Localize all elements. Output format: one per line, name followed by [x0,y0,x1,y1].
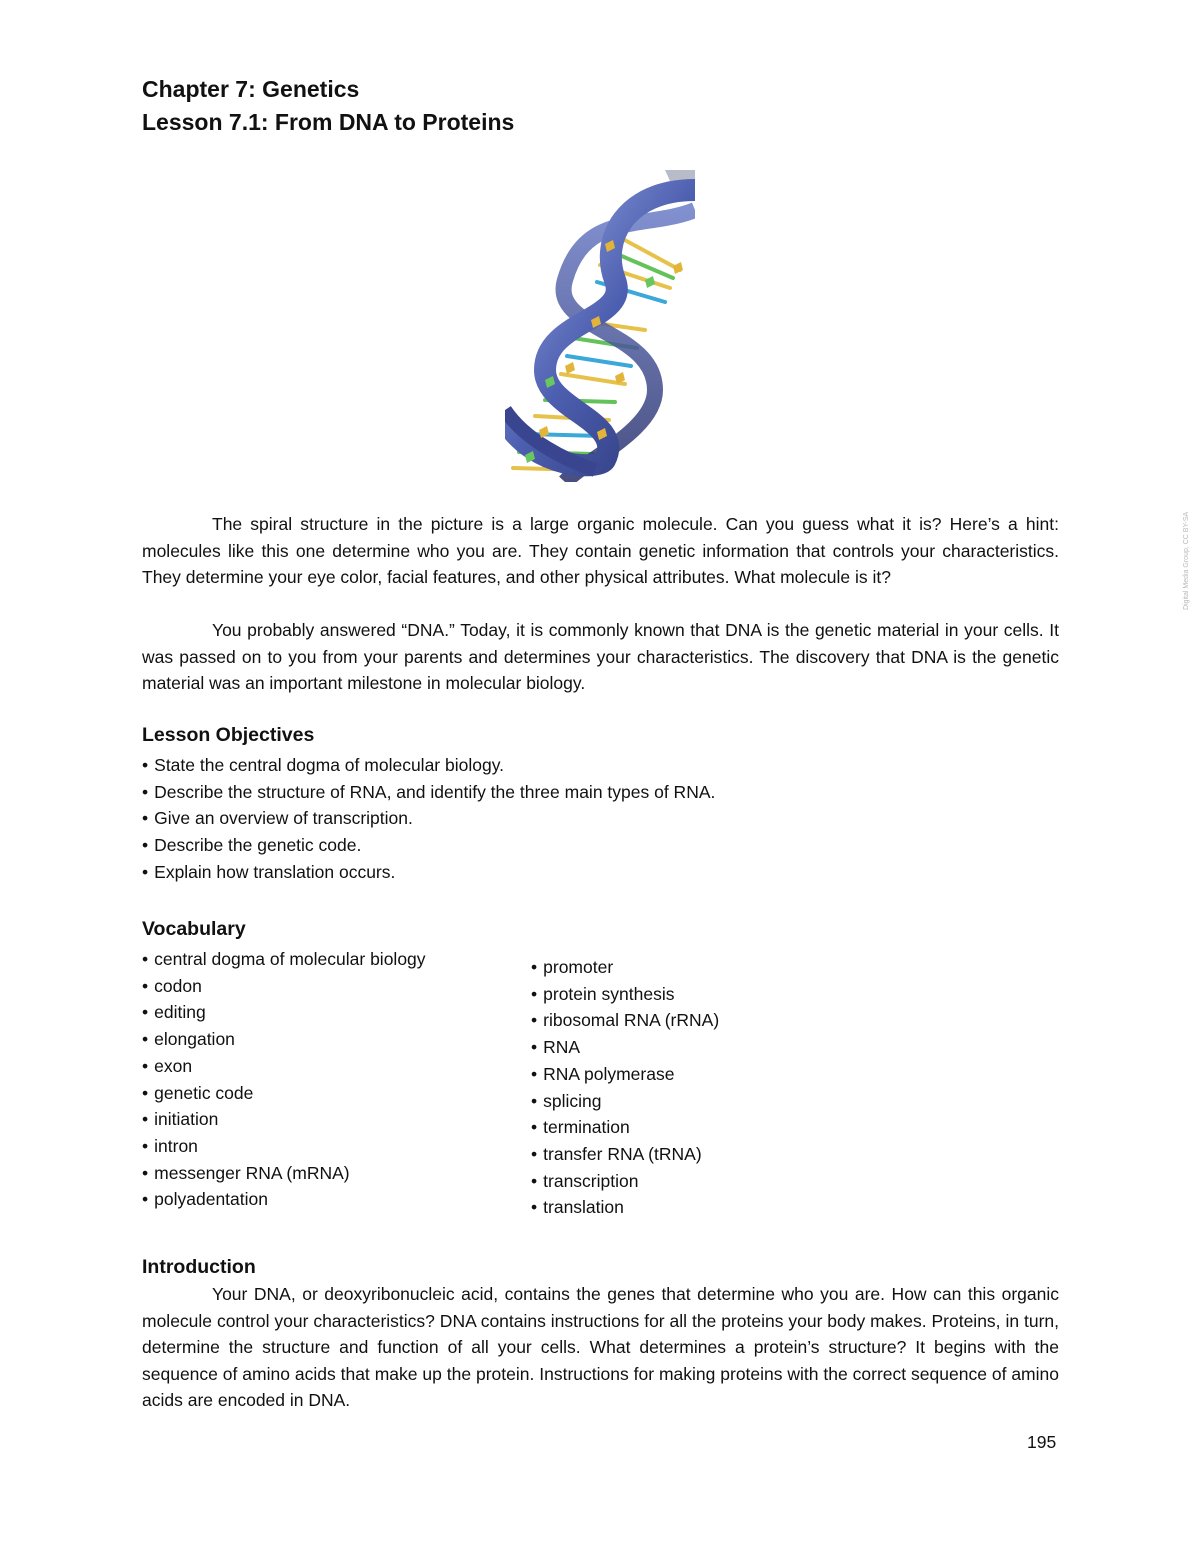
list-item: • central dogma of molecular biology [142,946,426,973]
vocabulary-list-right [531,954,719,1221]
list-item: • editing [142,999,426,1026]
list-item: • translation [531,1194,719,1221]
list-item: • Give an overview of transcription. [142,805,715,832]
objectives-heading: Lesson Objectives [142,724,315,746]
list-item: • protein synthesis [531,981,719,1008]
list-item: • transfer RNA (tRNA) [531,1141,719,1168]
list-item: • transcription [531,1168,719,1195]
list-item: • State the central dogma of molecular biology. [142,752,715,779]
image-credit: Digital Media Group, CC BY-SA [1183,511,1190,610]
intro-paragraph-2: You probably answered “DNA.” Today, it is commonly known that DNA is the genetic material in your cells. It was passed on to you from your parents and determines your characteristics. The discovery that DNA is the genetic material was an important milestone in molecular biology. [142,620,1059,694]
list-item: • genetic code [142,1080,426,1107]
list-item: • ribosomal RNA (rRNA) [531,1007,719,1034]
list-item: • Describe the genetic code. [142,832,715,859]
list-item: • Explain how translation occurs. [142,859,715,886]
list-item: • elongation [142,1026,426,1053]
vocabulary-heading: Vocabulary [142,918,246,940]
list-item: • messenger RNA (mRNA) [142,1160,426,1187]
list-item: • polyadentation [142,1186,426,1213]
list-item: • promoter [531,954,719,981]
vocabulary-list-left [142,946,426,1213]
list-item: • Describe the structure of RNA, and identify the three main types of RNA. [142,779,715,806]
intro-paragraph-1: The spiral structure in the picture is a large organic molecule. Can you guess what it is? Here’s a hint: molecules like this one determine who you are. They contain genetic information that controls your characteristics. They determine your eye color, facial features, and other physical attributes. What molecule is it? [142,514,1059,588]
introduction-heading: Introduction [142,1256,256,1278]
lesson-title: Lesson 7.1: From DNA to Proteins [142,109,515,135]
list-item: • RNA polymerase [531,1061,719,1088]
list-item: • splicing [531,1088,719,1115]
list-item: • RNA [531,1034,719,1061]
objectives-list [142,752,715,886]
list-item: • exon [142,1053,426,1080]
page-number: 195 [1027,1432,1057,1452]
chapter-title: Chapter 7: Genetics [142,76,360,102]
list-item: • initiation [142,1106,426,1133]
introduction-paragraph: Your DNA, or deoxyribonucleic acid, contains the genes that determine who you are. How can this organic molecule control your characteristics? DNA contains instructions for all the proteins your body makes. Proteins, in turn, determine the structure and function of all your cells. What determines a protein’s structure? It begins with the sequence of amino acids that make up the protein. Instructions for making proteins with the correct sequence of amino acids are encoded in DNA. [142,1284,1059,1411]
list-item: • intron [142,1133,426,1160]
list-item: • codon [142,973,426,1000]
list-item: • termination [531,1114,719,1141]
